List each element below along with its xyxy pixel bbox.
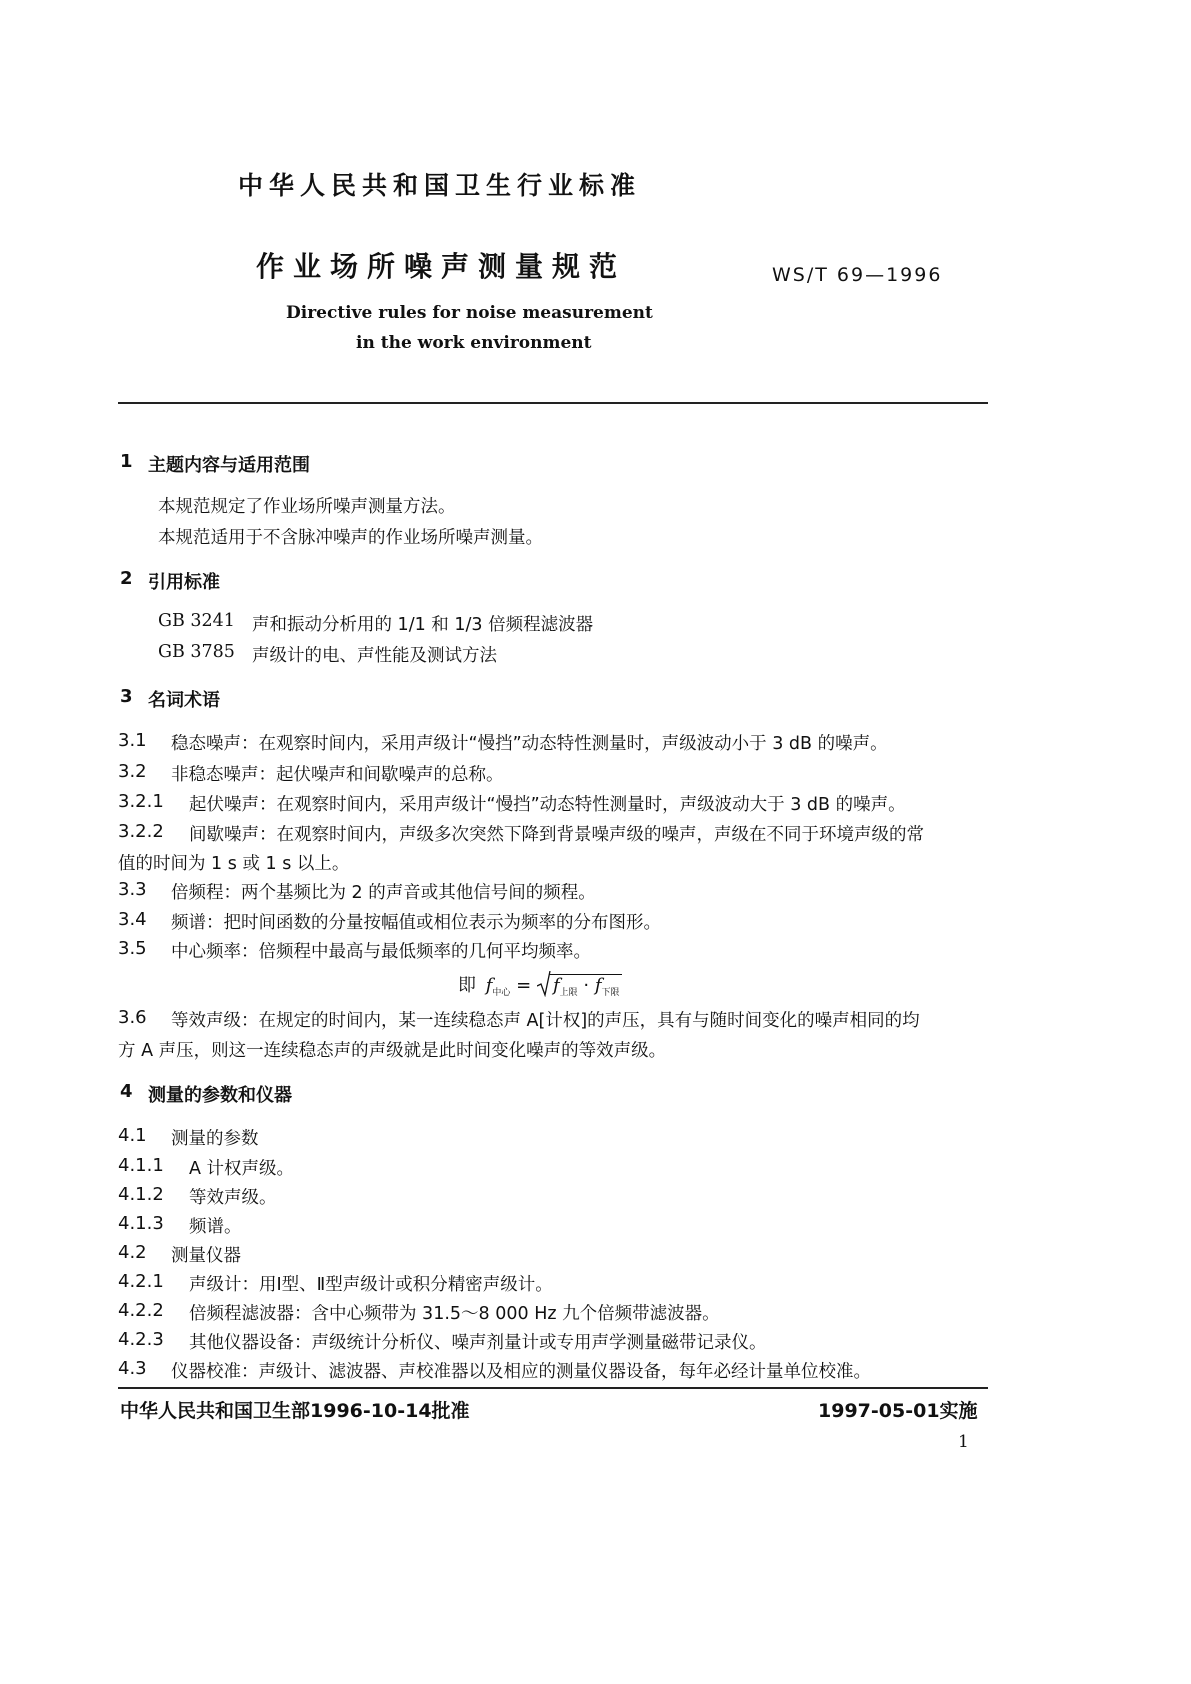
formula-multiply: · [583,975,590,996]
clause-text: 其他仪器设备：声级统计分析仪、噪声剂量计或专用声学测量磁带记录仪。 [189,1333,767,1353]
formula-prefix: 即 [458,975,476,996]
clause-text: A 计权声级。 [189,1159,295,1179]
clause-text: 测量仪器 [171,1246,241,1266]
clause-number: 4.2.3 [118,1329,164,1350]
clause-number: 3.2.2 [118,821,164,842]
clause-text: 稳态噪声：在观察时间内，采用声级计“慢挡”动态特性测量时，声级波动小于 3 dB 的噪声。 [171,734,888,754]
formula-equals: = [516,975,532,996]
clause-text: 间歇噪声：在观察时间内，声级多次突然下降到背景噪声级的噪声，声级在不同于环境声级的常 [189,825,924,845]
clause-number: 4.1.1 [118,1155,164,1176]
clause-text: 倍频程滤波器：含中心频带为 31.5～8 000 Hz 九个倍频带滤波器。 [189,1304,720,1324]
formula-lower-subscript: 下限 [601,988,620,998]
formula-f-symbol: f [485,975,493,996]
section-3-number: 3 [120,686,133,707]
footer-divider [118,1387,988,1389]
clause-text: 测量的参数 [171,1129,259,1149]
clause-text: 中心频率：倍频程中最高与最低频率的几何平均频率。 [171,942,591,962]
formula-center-subscript: 中心 [492,988,511,998]
english-title-line-1: Directive rules for noise measurement [286,303,653,323]
clause-text: 等效声级：在规定的时间内，某一连续稳态声 A[计权]的声压，具有与随时间变化的噪声相同的均 [171,1011,920,1031]
section-1-paragraph-1: 本规范规定了作业场所噪声测量方法。 [158,497,456,517]
clause-number: 4.1.2 [118,1184,164,1205]
clause-number: 4.1.3 [118,1213,164,1234]
clause-number: 4.2.1 [118,1271,164,1292]
clause-number: 3.4 [118,909,147,930]
section-1-number: 1 [120,451,133,472]
clause-number: 4.3 [118,1358,147,1379]
standard-code: WS/T 69—1996 [772,264,943,286]
section-1-title: 主题内容与适用范围 [148,455,310,476]
reference-title-2: 声级计的电、声性能及测试方法 [252,646,497,666]
section-3-title: 名词术语 [148,690,220,711]
section-4-title: 测量的参数和仪器 [148,1085,292,1106]
clause-text: 频谱。 [189,1217,242,1237]
clause-number: 4.1 [118,1125,147,1146]
clause-text: 等效声级。 [189,1188,277,1208]
clause-number: 3.2.1 [118,791,164,812]
clause-number: 3.2 [118,761,147,782]
section-2-number: 2 [120,568,133,589]
clause-number: 3.3 [118,879,147,900]
clause-number: 4.2.2 [118,1300,164,1321]
clause-text: 倍频程：两个基频比为 2 的声音或其他信号间的频程。 [171,883,596,903]
clause-text: 声级计：用Ⅰ型、Ⅱ型声级计或积分精密声级计。 [189,1275,553,1295]
formula-f-symbol: f [552,975,560,996]
clause-text: 仪器校准：声级计、滤波器、声校准器以及相应的测量仪器设备，每年必经计量单位校准。 [171,1362,871,1382]
section-1-paragraph-2: 本规范适用于不含脉冲噪声的作业场所噪声测量。 [158,528,543,548]
radical-sign-icon [537,971,551,997]
clause-text-continuation: 方 A 声压，则这一连续稳态声的声级就是此时间变化噪声的等效声级。 [118,1041,667,1061]
clause-text: 起伏噪声：在观察时间内，采用声级计“慢挡”动态特性测量时，声级波动大于 3 dB 的噪声。 [189,795,906,815]
reference-title-1: 声和振动分析用的 1/1 和 1/3 倍频程滤波器 [252,615,594,635]
formula-f-symbol: f [594,975,602,996]
section-4-number: 4 [120,1081,133,1102]
effective-date: 1997-05-01实施 [818,1400,978,1422]
approval-line: 中华人民共和国卫生部1996-10-14批准 [120,1400,470,1422]
clause-number: 4.2 [118,1242,147,1263]
clause-number: 3.1 [118,730,147,751]
clause-text-continuation: 值的时间为 1 s 或 1 s 以上。 [118,854,350,874]
clause-text: 非稳态噪声：起伏噪声和间歇噪声的总称。 [171,765,504,785]
english-title-line-2: in the work environment [356,333,592,353]
reference-code-2: GB 3785 [158,642,235,662]
clause-text: 频谱：把时间函数的分量按幅值或相位表示为频率的分布图形。 [171,913,661,933]
center-frequency-formula [458,971,622,1003]
formula-square-root [537,975,622,998]
clause-number: 3.5 [118,938,147,959]
header-divider [118,402,988,404]
page-number: 1 [958,1432,969,1452]
issuing-standard-heading: 中华人民共和国卫生行业标准 [238,171,642,200]
formula-upper-subscript: 上限 [559,988,578,998]
clause-number: 3.6 [118,1007,147,1028]
reference-code-1: GB 3241 [158,611,235,631]
section-2-title: 引用标准 [148,572,220,593]
document-title: 作业场所噪声测量规范 [256,250,627,283]
